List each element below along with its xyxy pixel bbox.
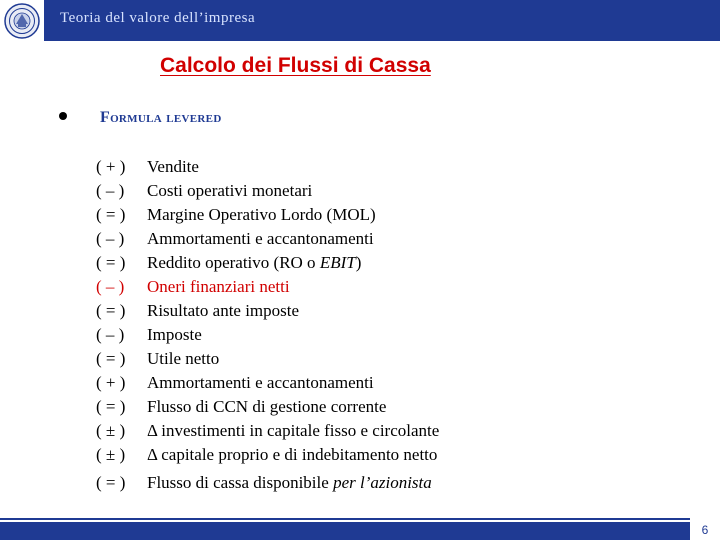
row-label — [147, 397, 386, 417]
row-label — [147, 157, 199, 177]
row-label-italic: per l’azionista — [333, 473, 432, 492]
row-sign: ( ± ) — [96, 445, 126, 464]
row-sign: ( = ) — [96, 473, 126, 492]
row-label-italic: EBIT — [319, 253, 356, 272]
row-label — [147, 181, 312, 201]
row-label-tail: ) — [355, 253, 362, 272]
row-label-text: Oneri finanziari netti — [147, 277, 290, 296]
logo — [0, 0, 44, 42]
row-label-text: Flusso di CCN di gestione corrente — [147, 397, 387, 416]
row-label-text: Margine Operativo Lordo (MOL) — [147, 205, 376, 224]
row-sign: ( = ) — [96, 349, 126, 368]
header-underline — [44, 38, 720, 41]
row-label — [147, 325, 202, 345]
row-label-text: Δ capitale proprio e di indebitamento netto — [147, 445, 438, 464]
row-label-text: Vendite — [147, 157, 199, 176]
row-label-text: Ammortamenti e accantonamenti — [147, 373, 374, 392]
footer-bar — [0, 522, 690, 540]
row-label — [147, 301, 299, 321]
row-label — [147, 277, 290, 297]
page-number: 6 — [690, 520, 720, 540]
row-sign: ( = ) — [96, 253, 126, 272]
slide-title: Calcolo dei Flussi di Cassa — [160, 54, 431, 77]
row-label-text: Flusso di cassa disponibile — [147, 473, 334, 492]
row-label-text: Costi operativi monetari — [147, 181, 313, 200]
footer-line — [0, 518, 690, 520]
row-sign: ( – ) — [96, 181, 125, 200]
university-seal-icon — [3, 2, 41, 40]
row-sign: ( – ) — [96, 277, 125, 296]
section-heading: Formula levered — [100, 109, 222, 126]
row-label — [147, 473, 432, 493]
row-label-text: Imposte — [147, 325, 202, 344]
row-label — [147, 373, 374, 393]
header-title: Teoria del valore dell’impresa — [60, 10, 256, 26]
row-sign: ( – ) — [96, 325, 125, 344]
row-sign: ( = ) — [96, 205, 126, 224]
row-label-text: Reddito operativo (RO o — [147, 253, 320, 272]
row-label — [147, 253, 361, 273]
row-label-text: Utile netto — [147, 349, 220, 368]
row-sign: ( + ) — [96, 373, 126, 392]
row-sign: ( = ) — [96, 397, 126, 416]
bullet-icon — [59, 112, 67, 120]
row-sign: ( + ) — [96, 157, 126, 176]
row-label-text: Risultato ante imposte — [147, 301, 300, 320]
row-label — [147, 349, 219, 369]
row-label — [147, 445, 437, 465]
row-label-text: Δ investimenti in capitale fisso e circolante — [147, 421, 440, 440]
row-label-text: Ammortamenti e accantonamenti — [147, 229, 374, 248]
row-label — [147, 229, 374, 249]
row-sign: ( = ) — [96, 301, 126, 320]
row-sign: ( – ) — [96, 229, 125, 248]
row-sign: ( ± ) — [96, 421, 126, 440]
row-label — [147, 421, 439, 441]
row-label — [147, 205, 376, 225]
